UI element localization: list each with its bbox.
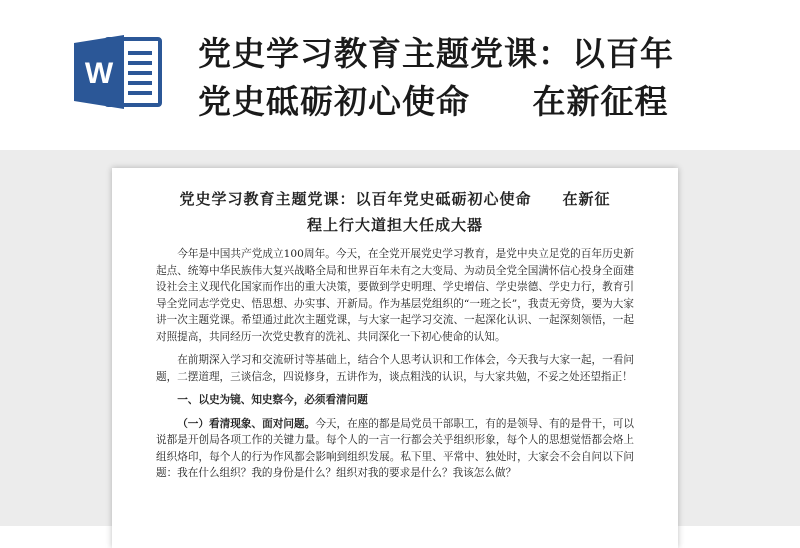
sub-heading: （一）看清现象、面对问题。 — [177, 417, 316, 430]
header-title-line-1: 党史学习教育主题党课：以百年 — [198, 34, 674, 73]
document-page — [112, 168, 678, 548]
header-title — [198, 30, 778, 126]
document-title-line-1: 党史学习教育主题党课：以百年党史砥砺初心使命 在新征 — [179, 190, 611, 208]
svg-text:W: W — [84, 57, 114, 90]
header-title-line-2: 党史砥砺初心使命 在新征程 — [198, 82, 669, 121]
document-title-line-2: 程上行大道担大任成大器 — [306, 216, 483, 234]
body-paragraph: 今年是中国共产党成立100周年。今天，在全党开展党史学习教育，是党中央立足党的百年历史新起点、统筹中华民族伟大复兴战略全局和世界百年未有之大变局、为动员全党全国满怀信心投身全面建设社会主义现代化国家而作出的重大决策，要做到学史明理、学史增信、学史崇德、学史力行，教育引导全党同志学党史、悟思想、办实事、开新局。作为基层党组织的“一班之长”，我责无旁贷，要为大家讲一次主题党课。希望通过此次主题党课，与大家一起学习交流、一起深化认识、一起深刻领悟，一起对照提高，共同经历一次党史教育的洗礼、共同深化一下初心使命的认知。 — [156, 248, 634, 343]
section-heading: 一、以史为镜、知史察今，必须看清问题 — [177, 394, 368, 406]
sub-section-paragraph — [156, 416, 634, 482]
word-document-icon — [72, 33, 164, 111]
sub-section-text: 今天，在座的都是局党员干部职工，有的是领导、有的是骨干，可以说都是开创局各项工作的关键力量。每个人的一言一行都会关乎组织形象，每个人的思想觉悟都会烙上组织烙印，每个人的行为作风都会影响到组织发展。私下里、平常中、独处时，大家会不会自问以下问题：我在什么组织？我的身份是什么？组织对我的要求是什么？我该怎么做？ — [156, 417, 635, 479]
document-title — [112, 186, 678, 238]
header-banner — [0, 0, 800, 150]
body-paragraph: 在前期深入学习和交流研讨等基础上，结合个人思考认识和工作体会，今天我与大家一起，一看问题，二摆道理，三谈信念，四说修身，五讲作为，谈点粗浅的认识，与大家共勉，不妥之处还望指正！ — [156, 354, 634, 383]
document-body — [112, 246, 678, 482]
